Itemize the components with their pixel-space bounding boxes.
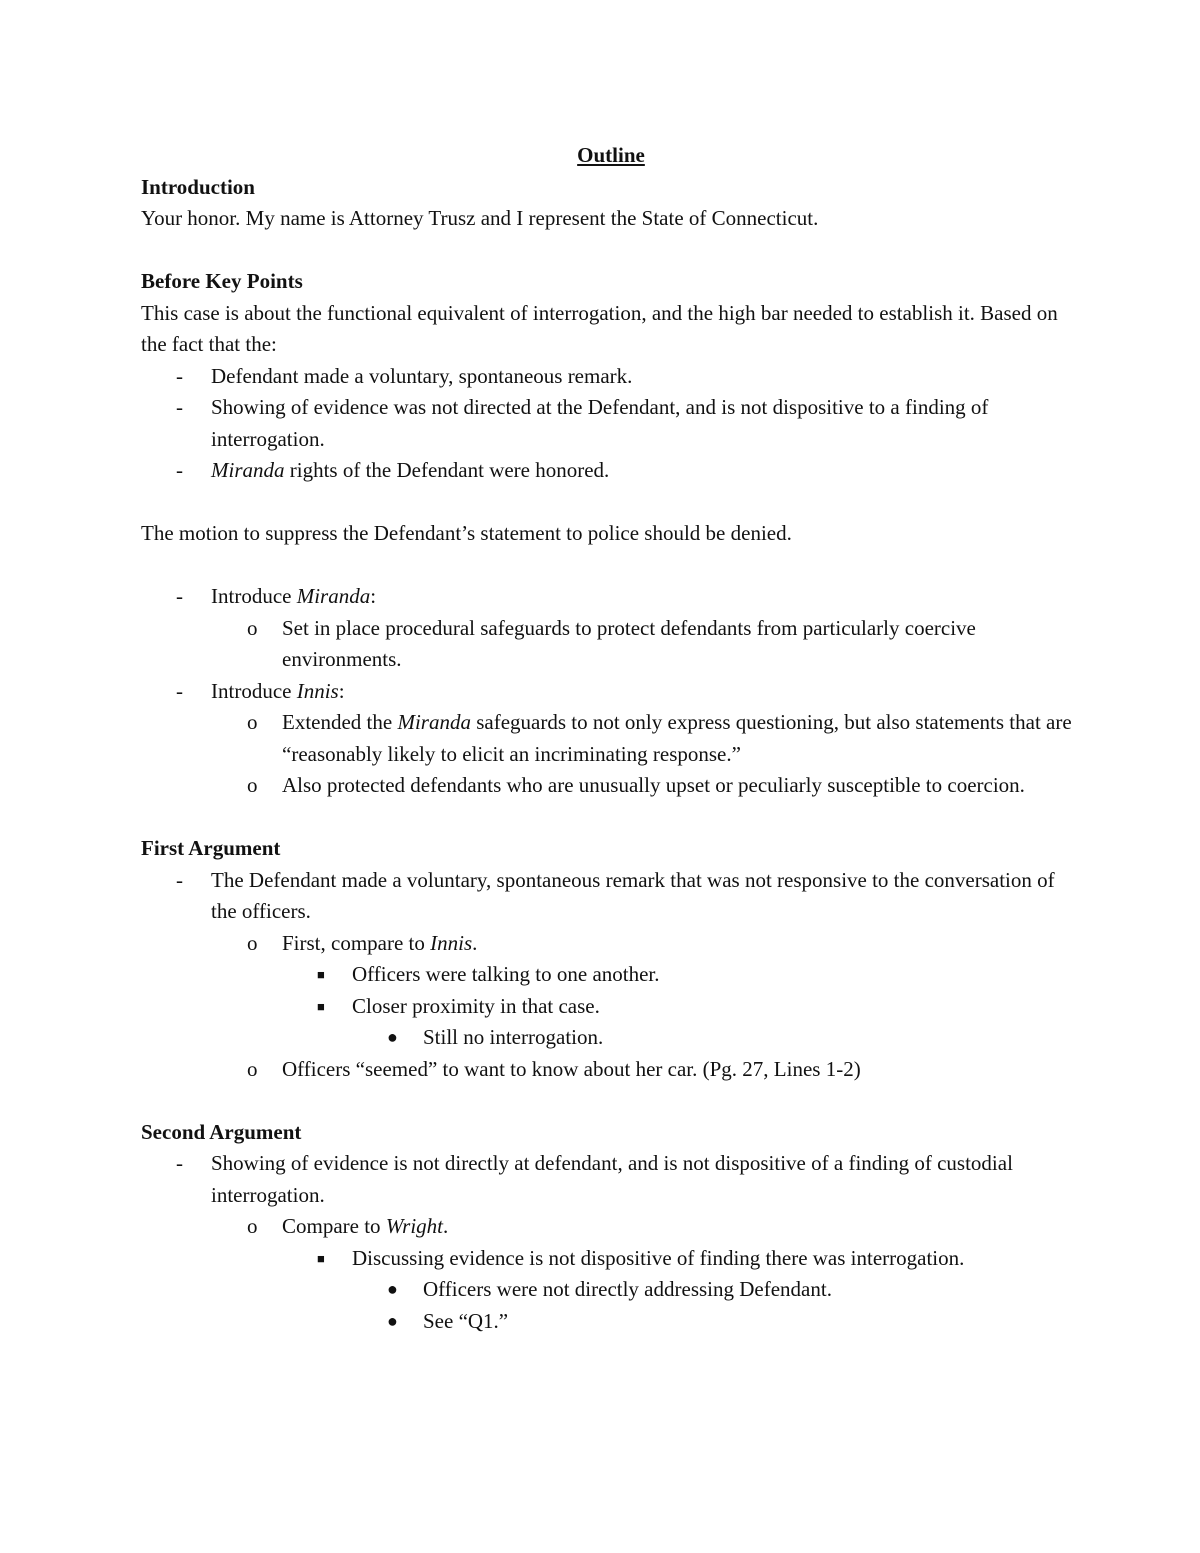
list-item-text: Extended the [282,710,398,734]
before-key-points-heading: Before Key Points [141,269,303,293]
dash-bullet-icon: - [176,458,183,482]
list-item [141,1054,1081,1086]
list-item-text: Introduce [211,678,297,703]
square-bullet-icon: ■ [317,1250,325,1266]
motion-conclusion: The motion to suppress the Defendant’s statement to police should be denied. [141,521,792,545]
list-item-text: Still no interrogation. [423,1025,604,1049]
miranda-sublist [141,613,1081,676]
list-item [141,361,1081,393]
list-item [141,1211,1081,1243]
circle-bullet-icon: o [247,710,258,734]
first-argument-list [141,865,1081,928]
first-argument-sublist [141,928,1081,960]
first-argument-heading: First Argument [141,836,281,860]
list-item-text: . [472,930,478,955]
case-name: Miranda [397,710,471,734]
list-item-text: Introduce [211,584,297,608]
dot-bullet-icon: ● [387,1027,398,1047]
list-item-text: : [338,678,345,703]
dash-bullet-icon: - [176,678,183,703]
key-points-list [141,361,1081,487]
square-bullet-icon: ■ [317,998,325,1014]
list-item-text: Showing of evidence is not directly at defendant, and is not dispositive of a finding of custodial interrogation. [211,1151,1013,1207]
list-item-text: rights of the Defendant were honored. [284,458,610,482]
circle-bullet-icon: o [247,773,258,797]
document-page [141,140,1081,1337]
second-argument-list [141,1148,1081,1211]
list-item-text: First, compare to [282,930,431,955]
circle-bullet-icon: o [247,930,258,955]
list-item-text: Defendant made a voluntary, spontaneous remark. [211,363,633,388]
list-item-text: Officers were not directly addressing Defendant. [423,1277,832,1301]
list-item [141,1274,1081,1306]
case-name: Innis [296,678,339,703]
dash-bullet-icon: - [176,395,183,419]
list-item [141,865,1081,928]
list-item-text: Showing of evidence was not directed at the Defendant, and is not dispositive to a finding of interrogation. [211,395,989,451]
second-argument-sublist [141,1211,1081,1243]
innis-sublist [141,707,1081,802]
before-key-points-lead: This case is about the functional equivalent of interrogation, and the high bar needed to establish it. Based on the fact that the: [141,300,1058,356]
circle-bullet-icon: o [247,1056,258,1081]
case-name: Miranda [211,458,285,482]
spacer [141,487,1081,519]
list-item-text: . [443,1214,449,1238]
first-argument-sublist [141,1054,1081,1086]
list-item-text: Closer proximity in that case. [352,993,600,1018]
spacer [141,802,1081,834]
circle-bullet-icon: o [247,1214,258,1238]
list-item [141,707,1081,770]
list-item [141,770,1081,802]
first-argument-level4-list [141,1022,1081,1054]
dash-bullet-icon: - [176,363,183,388]
spacer [141,550,1081,582]
dot-bullet-icon: ● [387,1279,398,1299]
square-bullet-icon: ■ [317,967,325,982]
case-name: Innis [430,930,473,955]
list-item-text: Set in place procedural safeguards to protect defendants from particularly coercive environments. [282,615,976,671]
list-item-text: Discussing evidence is not dispositive of finding there was interrogation. [352,1245,965,1270]
list-item-text: The Defendant made a voluntary, spontaneous remark that was not responsive to the conversation of the officers. [211,867,1055,923]
list-item [141,455,1081,487]
list-item-text: : [370,584,377,608]
list-item [141,1022,1081,1054]
second-argument-heading: Second Argument [141,1119,302,1144]
second-argument-level4-list [141,1274,1081,1337]
dot-bullet-icon: ● [387,1310,398,1331]
case-name: Wright [385,1214,443,1238]
dash-bullet-icon: - [176,1151,183,1175]
circle-bullet-icon: o [247,615,258,640]
list-item [141,991,1081,1023]
list-item-text: See “Q1.” [423,1308,509,1333]
list-item-text: Also protected defendants who are unusually upset or peculiarly susceptible to coercion. [282,773,1025,797]
dash-bullet-icon: - [176,584,183,608]
first-argument-subsublist [141,959,1081,1022]
list-item-text: Officers were talking to one another. [352,962,660,986]
list-item [141,392,1081,455]
list-item [141,613,1081,676]
list-item [141,1243,1081,1275]
spacer [141,235,1081,267]
list-item-text: Officers “seemed” to want to know about her car. (Pg. 27, Lines 1-2) [282,1056,861,1081]
list-item [141,1306,1081,1338]
introduction-text: Your honor. My name is Attorney Trusz and I represent the State of Connecticut. [141,206,819,230]
case-introduction-list [141,676,1081,708]
list-item [141,676,1081,708]
case-introduction-list [141,581,1081,613]
case-name: Miranda [296,584,371,608]
list-item-text: safeguards to not only express questioning, but also statements that are “reasonably likely to elicit an incriminating response.” [282,710,1072,766]
second-argument-subsublist [141,1243,1081,1275]
list-item-text: Compare to [282,1214,386,1238]
page-title: Outline [577,143,645,167]
list-item [141,1148,1081,1211]
dash-bullet-icon: - [176,867,183,892]
list-item [141,581,1081,613]
spacer [141,1085,1081,1117]
introduction-heading: Introduction [141,174,255,199]
list-item [141,959,1081,991]
list-item [141,928,1081,960]
